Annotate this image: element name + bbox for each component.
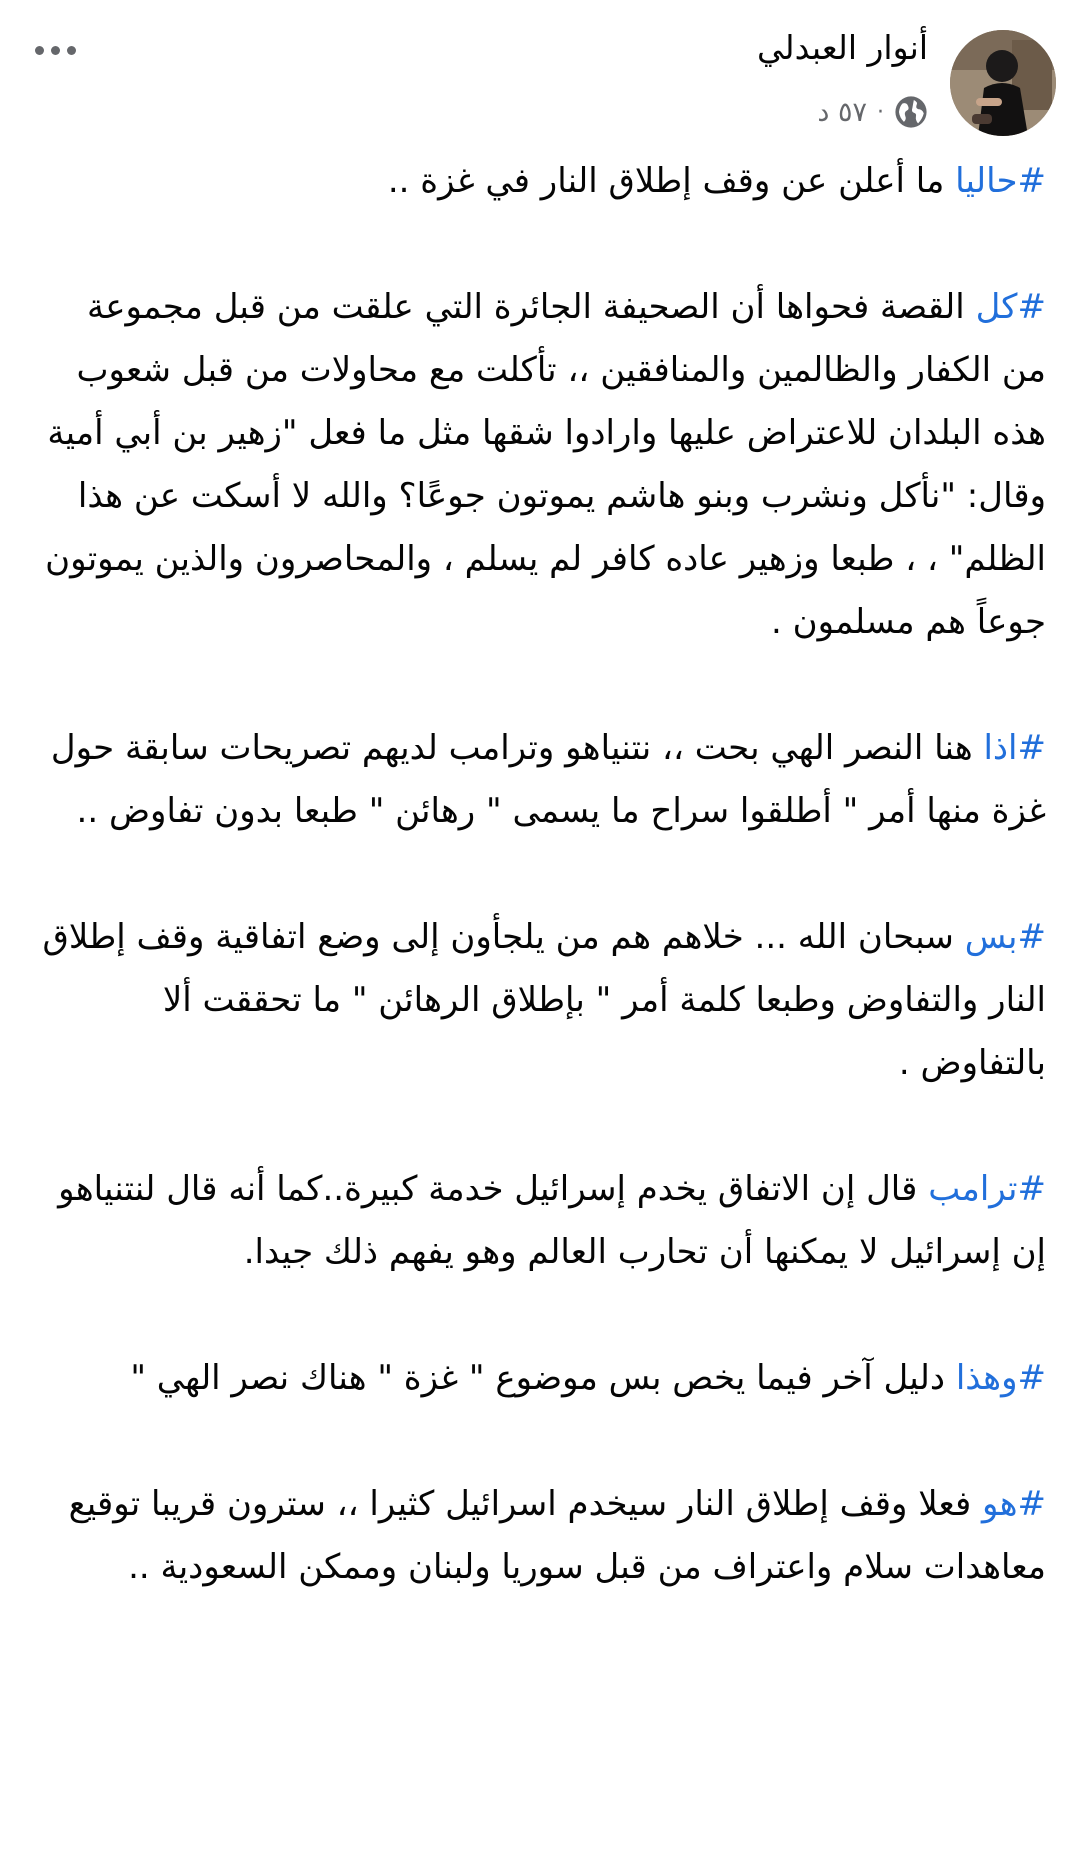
hashtag-link[interactable]: #ترامب <box>928 1169 1046 1209</box>
hashtag-link[interactable]: #اذا <box>983 728 1046 768</box>
post-time[interactable]: ٥٧ د <box>817 96 867 128</box>
more-options-icon-dot <box>67 46 76 55</box>
paragraph-text: ما أعلن عن وقف إطلاق النار في غزة .. <box>387 161 956 201</box>
hashtag-link[interactable]: #وهذا <box>955 1358 1046 1398</box>
more-options-button[interactable] <box>24 30 86 70</box>
hashtag-link[interactable]: #بس <box>964 917 1046 957</box>
post-meta <box>817 90 928 134</box>
post-paragraph <box>34 717 1046 843</box>
paragraph-text: فعلا وقف إطلاق النار سيخدم اسرائيل كثيرا ،، سترون قريبا توقيع معاهدات سلام واعتراف من قبل سوريا ولبنان وممكن السعودية .. <box>68 1484 1046 1587</box>
author-name[interactable]: أنوار العبدلي <box>757 28 928 67</box>
globe-icon[interactable] <box>894 95 928 129</box>
hashtag-link[interactable]: #هو <box>982 1484 1046 1524</box>
paragraph-text: دليل آخر فيما يخص بس موضوع " غزة " هناك نصر الهي " <box>130 1358 956 1398</box>
more-options-icon-dot <box>51 46 60 55</box>
post-paragraph <box>34 150 1046 213</box>
post-paragraph <box>34 1473 1046 1599</box>
avatar-photo <box>950 30 1056 136</box>
post-paragraph <box>34 1347 1046 1410</box>
post-paragraph <box>34 276 1046 654</box>
meta-separator: · <box>877 99 884 125</box>
hashtag-link[interactable]: #كل <box>975 287 1046 327</box>
post-paragraph <box>34 906 1046 1095</box>
more-options-icon <box>35 46 44 55</box>
post-paragraph <box>34 1158 1046 1284</box>
avatar[interactable] <box>950 30 1056 136</box>
paragraph-text: القصة فحواها أن الصحيفة الجائرة التي علقت من قبل مجموعة من الكفار والظالمين والمنافقين ،، تأكلت مع محاولات من قبل شعوب هذه البلدان للاعتراض عليها وارادوا شقها مثل ما فعل "زهير بن أبي أمية وقال: "نأكل ونشرب وبنو هاشم يموتون جوعًا؟ والله لا أسكت عن هذا الظلم" ، ، طبعا وزهير عاده كافر لم يسلم ، والمحاصرون والذين يموتون جوعاً هم مسلمون . <box>45 287 1046 642</box>
paragraph-text: سبحان الله ... خلاهم هم من يلجأون إلى وضع اتفاقية وقف إطلاق النار والتفاوض وطبعا كلمة أمر " بإطلاق الرهائن " ما تحققت ألا بالتفاوض . <box>42 917 1046 1083</box>
paragraph-text: هنا النصر الهي بحت ،، نتنياهو وترامب لديهم تصريحات سابقة حول غزة منها أمر " أطلقوا سراح ما يسمى " رهائن " طبعا بدون تفاوض .. <box>50 728 1046 831</box>
hashtag-link[interactable]: #حاليا <box>955 161 1046 201</box>
post-header <box>0 0 1080 160</box>
post-text <box>34 150 1046 1662</box>
paragraph-text: قال إن الاتفاق يخدم إسرائيل خدمة كبيرة..كما أنه قال لنتنياهو إن إسرائيل لا يمكنها أن تحارب العالم وهو يفهم ذلك جيدا. <box>58 1169 1046 1272</box>
